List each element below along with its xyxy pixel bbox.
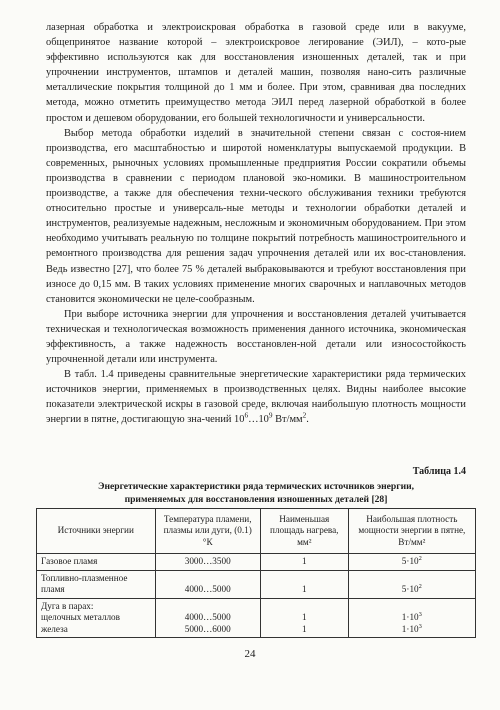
- column-header: Температура пламени, плазмы или дуги, (0.1) °К: [155, 509, 260, 554]
- table-caption: [40, 480, 472, 506]
- cell-area: 1: [260, 554, 348, 571]
- exponent: 9: [268, 411, 273, 420]
- column-header: Источники энергии: [37, 509, 156, 554]
- cell-density: [348, 554, 475, 571]
- table-caption-line: Энергетические характеристики ряда термических источников энергии,: [97, 481, 415, 492]
- exponent: 3: [418, 622, 422, 630]
- energy-table: [36, 508, 476, 638]
- density-value: 5·10: [401, 556, 419, 566]
- paragraph-1: лазерная обработка и электроискровая обработка в газовой среде или в вакууме, общепринятое название которой – электроискровое легирование (ЭИЛ), – кото-рые эффективно используются как для восстановления изношенных деталей, так и при упрочнении инструментов, штампов и деталей машин, позволяя нано-сить различные металлические покрытия толщиной до 1 мм и более. При этом, сравнивая два последних метода, можно отметить преимущество метода ЭИЛ перед лазерной обработкой в более простом и дешевом оборудовании, его большей технологичности и универсальности.: [46, 22, 466, 124]
- page-number: 24: [244, 648, 256, 660]
- table-row: [37, 598, 476, 638]
- cell-density: [348, 570, 475, 598]
- paragraph-4-range: …10: [248, 414, 269, 426]
- column-header: Наименьшая площадь нагрева, мм²: [260, 509, 348, 554]
- table-label: Таблица 1.4: [412, 466, 466, 477]
- exponent: 2: [418, 554, 422, 562]
- density-value: 5·10: [401, 584, 419, 594]
- cell-source: Топливно-плазменное пламя: [37, 570, 156, 598]
- table-row: [37, 554, 476, 571]
- paragraph-4-unit: Вт/мм: [272, 414, 303, 426]
- exponent: 6: [244, 411, 249, 420]
- density-value: 1·10: [401, 623, 419, 634]
- cell-area: 1: [260, 570, 348, 598]
- cell-source: Газовое пламя: [37, 554, 156, 571]
- exponent: 2: [418, 582, 422, 590]
- cell-area: 1 1: [260, 598, 348, 638]
- paragraph-3: При выборе источника энергии для упрочнения и восстановления деталей учитывается техническая и технологическая возможность применения данного источника, экономическая эффективность, а также надежность восстановлен-ной детали или износостойкость упрочненной детали или инструмента.: [46, 308, 466, 366]
- table-caption-line: применяемых для восстановления изношенных деталей [28]: [124, 494, 388, 505]
- table-row: [37, 570, 476, 598]
- paragraph-4: [46, 367, 466, 427]
- density-value: 1·10: [401, 612, 419, 622]
- cell-temperature: 4000…5000: [155, 570, 260, 598]
- paragraph-4-end: .: [306, 414, 309, 426]
- body-text: [46, 20, 466, 428]
- cell-density: [348, 598, 475, 638]
- paragraph-2: Выбор метода обработки изделий в значительной степени связан с состоя-нием производства, его масштабностью и широтой номенклатуры выпускаемой продукции. В современных, рыночных условиях промышленные предприятия России сократили объемы производства в сравнении с периодом плановой эко-номики. В машиностроительном производстве, а также для обеспечения техни-ческого обслуживания техники требуются относительно простые и универсаль-ные методы и технологии обработки деталей и инструментов, реализуемые надежным, несложным и экономичным оборудованием. При этом необходимо учитывать реальную по толщине покрытий потребность машиностроительного и ремонтного производства для решения задач упрочнения деталей или их вос-становления. Ведь известно [27], что более 75 % деталей выбраковываются и требуют восстановления при износе до 0,15 мм. В таких условиях применение многих сварочных и наплавочных методов становится экономически не целе-сообразным.: [46, 127, 466, 305]
- column-header: Наибольшая плотность мощности энергии в пятне, Вт/мм²: [348, 509, 475, 554]
- exponent: 2: [302, 411, 307, 420]
- cell-temperature: 3000…3500: [155, 554, 260, 571]
- paragraph-4-text: В табл. 1.4 приведены сравнительные энергетические характеристики ряда термических источников энергии, применяемых в производственных целях. Видны наиболее высокие показатели электрической искры в газовой среде, включая наибольшую плотность мощности энергии в пятне, достигающую зна-чений 10: [46, 369, 466, 426]
- cell-source: Дуга в парах: щелочных металлов железа: [37, 598, 156, 638]
- cell-temperature: 4000…5000 5000…6000: [155, 598, 260, 638]
- exponent: 3: [418, 610, 422, 618]
- table-header-row: [37, 509, 476, 554]
